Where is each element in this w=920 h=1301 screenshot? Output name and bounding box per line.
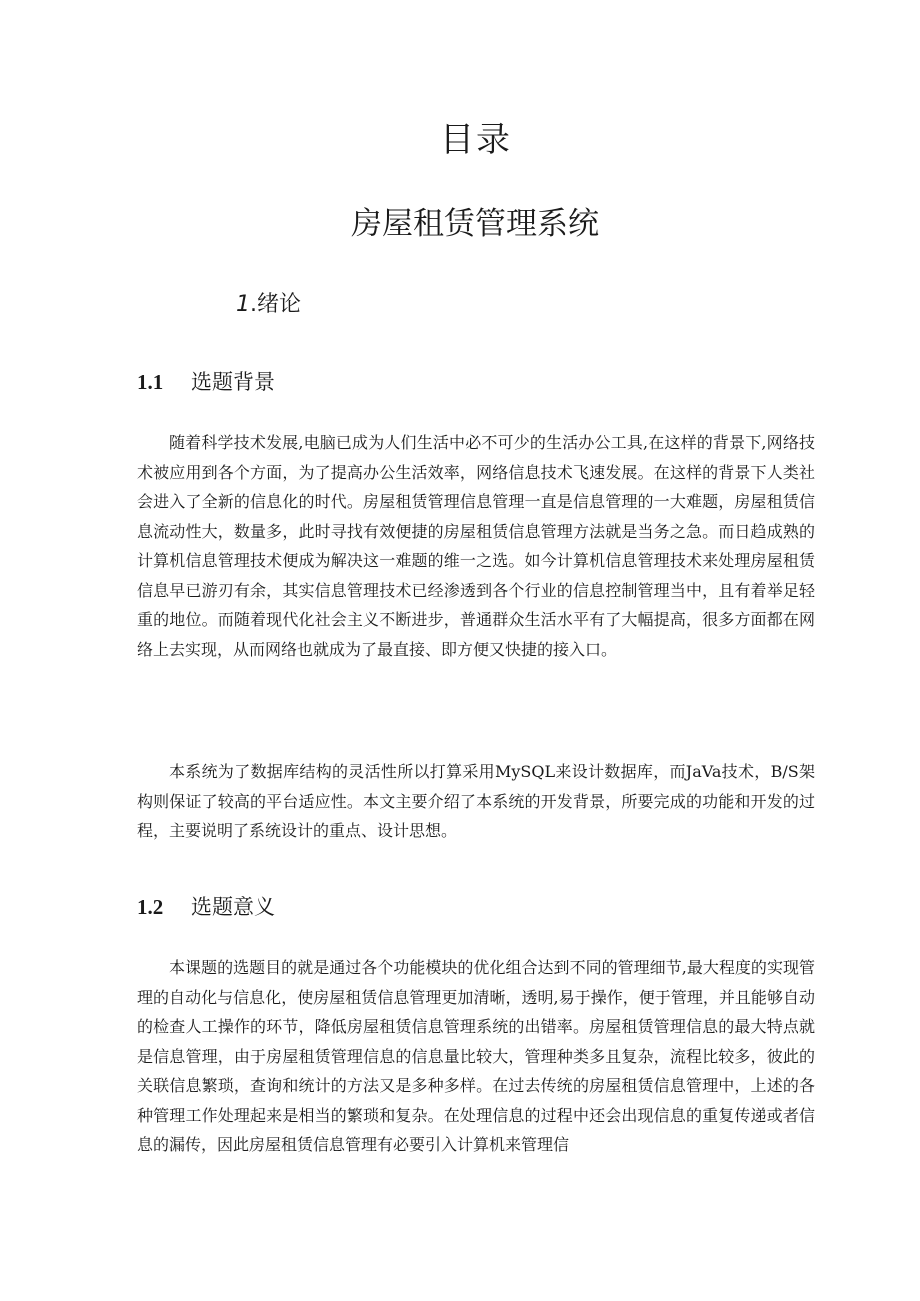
document-title: 房屋租赁管理系统: [351, 206, 599, 242]
chapter-heading: [236, 287, 301, 318]
section-heading-1-1: [137, 366, 275, 396]
chapter-number: 1: [236, 292, 250, 317]
paragraph-background-1: 随着科学技术发展,电脑已成为人们生活中必不可少的生活办公工具,在这样的背景下,网络技术被应用到各个方面，为了提高办公生活效率，网络信息技术飞速发展。在这样的背景下人类社会进入了全新的信息化的时代。房屋租赁管理信息管理一直是信息管理的一大难题，房屋租赁信息流动性大，数量多，此时寻找有效便捷的房屋租赁信息管理方法就是当务之急。而日趋成熟的计算机信息管理技术便成为解决这一难题的维一之选。如今计算机信息管理技术来处理房屋租赁信息早已游刃有余，其实信息管理技术已经渗透到各个行业的信息控制管理当中，且有着举足轻重的地位。而随着现代化社会主义不断进步，普通群众生活水平有了大幅提高，很多方面都在网络上去实现，从而网络也就成为了最直接、即方便又快捷的接入口。: [137, 433, 815, 659]
section-number: 1.2: [137, 895, 164, 919]
toc-heading: 目录: [440, 120, 512, 160]
section-heading-1-2: [137, 891, 275, 921]
section-title: 选题背景: [191, 370, 275, 394]
section-title: 选题意义: [191, 895, 275, 919]
section-number: 1.1: [137, 370, 164, 394]
paragraph-background-2: 本系统为了数据库结构的灵活性所以打算采用MySQL来设计数据库，而JaVa技术，B/S架构则保证了较高的平台适应性。本文主要介绍了本系统的开发背景，所要完成的功能和开发的过程，主要说明了系统设计的重点、设计思想。: [137, 762, 815, 840]
chapter-label: .绪论: [250, 292, 301, 317]
paragraph-significance-1: 本课题的选题目的就是通过各个功能模块的优化组合达到不同的管理细节,最大程度的实现管理的自动化与信息化，使房屋租赁信息管理更加清晰，透明,易于操作，便于管理，并且能够自动的检查人工操作的环节，降低房屋租赁信息管理系统的出错率。房屋租赁管理信息的最大特点就是信息管理，由于房屋租赁管理信息的信息量比较大，管理种类多且复杂，流程比较多，彼此的关联信息繁琐，查询和统计的方法又是多种多样。在过去传统的房屋租赁信息管理中，上述的各种管理工作处理起来是相当的繁琐和复杂。在处理信息的过程中还会出现信息的重复传递或者信息的漏传，因此房屋租赁信息管理有必要引入计算机来管理信: [137, 958, 815, 1154]
